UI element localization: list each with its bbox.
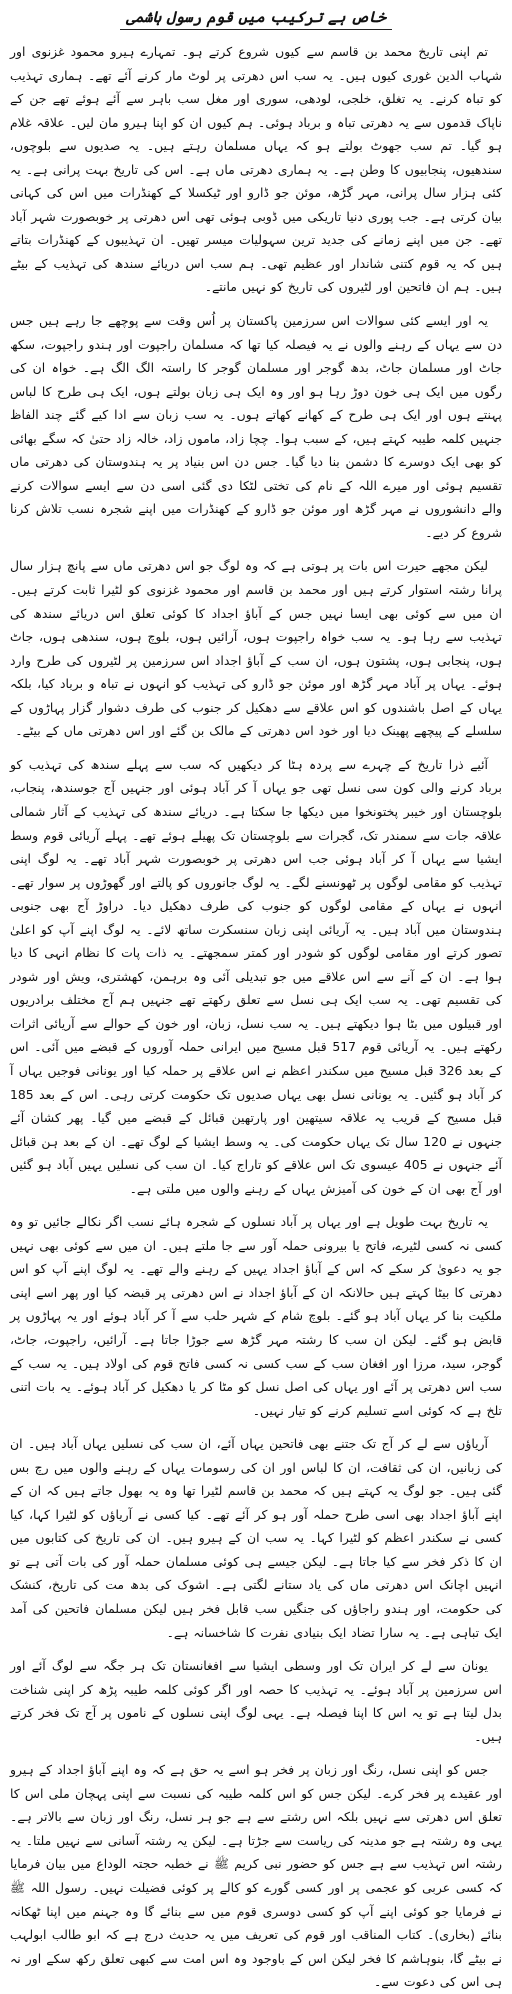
paragraph-6: آریاؤں سے لے کر آج تک جتنے بھی فاتحین یہاں آئے، ان سب کی نسلیں یہاں آباد ہیں۔ ان کی زبانیں، ان کی ثقافت، ان کا لباس اور ان کی رسومات یہاں کے رہنے والوں میں رچ بس گئی ہیں۔ جو لوگ یہ کہتے ہیں کہ محمد بن قاسم لٹیرا تھا وہ یہ بھول جاتے ہیں کہ ان کے اپنے آباؤ اجداد بھی اسی طرح حملہ آور ہو کر آئے تھے۔ کیا کسی نے آریاؤں کو لٹیرا کہا، کیا کسی نے سکندر اعظم کو لٹیرا کہا۔ یہ سب ان کے ہیرو ہیں۔ ان کی تاریخ کی کتابوں میں ان کا ذکر فخر سے کیا جاتا ہے۔ لیکن جیسے ہی کوئی مسلمان حملہ آور کی بات آتی ہے تو انہیں اچانک اس دھرتی ماں کی یاد ستانے لگتی ہے۔ اشوک کی بدھ مت کی تاریخ، کنشک کی حکومت، اور ہندو راجاؤں کی جنگیں سب قابل فخر ہیں لیکن مسلمان فاتحین کی آمد ایک تباہی ہے۔ یہ سارا تضاد ایک بنیادی نفرت کا شاخسانہ ہے۔ bbox=[10, 1436, 502, 1640]
paragraph-4: آئیے ذرا تاریخ کے چہرے سے پردہ ہٹا کر دیکھیں کہ سب سے پہلے سندھ کی تہذیب کو برباد کرنے والی کون سی نسل تھی جو یہاں آ کر آباد ہوئی اور جنہیں آج جوسندھ، پنجاب، بلوچستان اور خیبر پختونخوا میں دیکھا جا سکتا ہے۔ دریائے سندھ کی تہذیب کے آثار شمالی علاقہ جات سے سمندر تک، گجرات سے بلوچستان تک پھیلے ہوئے تھے۔ پہلے آریائی قوم وسط ایشیا سے یہاں آ کر آباد ہوئی جب اس دھرتی پر خوبصورت شہر آباد تھے۔ یہ لوگ اپنی تہذیب کو مقامی لوگوں پر ٹھونسنے لگے۔ یہ لوگ جانوروں کو پالتے اور گھوڑوں پر سوار تھے۔ انہوں نے یہاں کے مقامی لوگوں کو جنوب کی طرف دھکیل دیا۔ دراوڑ آج بھی جنوبی ہندوستان میں آباد ہیں۔ یہ آریائی اپنی زبان سنسکرت ساتھ لائے۔ یہ لوگ اپنے آپ کو اعلیٰ تصور کرتے اور مقامی لوگوں کو شودر اور کمتر سمجھتے۔ یہ ذات پات کا نظام انہی کا دیا ہوا ہے۔ ان کے آنے سے اس علاقے میں جو تبدیلی آئی وہ برہمن، کھشتری، ویش اور شودر کی تقسیم تھی۔ یہ سب ایک ہی نسل سے تعلق رکھتے تھے جنہیں ہم آج مختلف برادریوں اور قبیلوں میں بٹا ہوا دیکھتے ہیں۔ یہ سب نسل، زبان، اور خون کے حوالے سے آریائی اثرات رکھتے ہیں۔ یہ آریائی قوم 517 قبل مسیح میں ایرانی حملہ آوروں کے قبضے میں آئی۔ اس کے بعد 326 قبل مسیح میں سکندر اعظم نے اس علاقے پر حملہ کیا اور یونانی فوجیں یہاں آ کر آباد ہو گئیں۔ یہ یونانی نسل بھی یہاں صدیوں تک حکومت کرتی رہی۔ اس کے بعد 185 قبل مسیح کے قریب یہ علاقہ سیتھین اور پارتھین قبائل کے قبضے میں گیا۔ پھر کشان آئے جنہوں نے 120 سال تک یہاں حکومت کی۔ یہ وسط ایشیا کے لوگ تھے۔ ان کے بعد ہن قبائل آئے جنہوں نے 405 عیسوی تک اس علاقے کو تاراج کیا۔ ان سب کی نسلیں یہیں آباد ہو گئیں اور آج بھی ان کے خون کی آمیزش یہاں کے رہنے والوں میں ملتی ہے۔ bbox=[10, 756, 503, 1196]
title-bar bbox=[10, 4, 502, 34]
paragraph-7: یونان سے لے کر ایران تک اور وسطی ایشیا سے افغانستان تک ہر جگہ سے لوگ آئے اور اس سرزمین پر آباد ہوئے۔ یہ تہذیب کا حصہ اور اگر کوئی کلمہ طیبہ پڑھ کر اپنی شناخت بدل لیتا ہے تو یہ اس کا اپنا فیصلہ ہے۔ یہی لوگ اپنی نسلوں کے ناموں پر آج تک فخر کرتے ہیں۔ bbox=[10, 1658, 502, 1744]
paragraph-5: یہ تاریخ بہت طویل ہے اور یہاں پر آباد نسلوں کے شجرہ ہائے نسب اگر نکالے جائیں تو وہ کسی نہ کسی لٹیرے، فاتح یا بیرونی حملہ آور سے جا ملتے ہیں۔ ان میں سے کوئی بھی نہیں جو یہ دعویٰ کر سکے کہ اس کے آباؤ اجداد یہیں کے رہنے والے تھے۔ یہ لوگ اپنے آپ کو اس دھرتی کا بیٹا کہتے ہیں حالانکہ ان کے آباؤ اجداد نے اس دھرتی پر قبضہ کیا اور پھر اسے اپنی ملکیت بنا کر یہاں آباد ہو گئے۔ بلوچ شام کے شہر حلب سے آ کر آباد ہوئے اور یہ پہاڑوں پر قابض ہو گئے۔ لیکن ان سب کا رشتہ مہر گڑھ سے جوڑا جاتا ہے۔ آرائیں، راجپوت، جاٹ، گوجر، سید، مرزا اور افغان سب کے سب کسی نہ کسی فاتح قوم کی اولاد ہیں۔ یہ سب کے سب اس دھرتی پر آئے اور یہاں کی اصل نسل کو مٹا کر یا دھکیل کر آباد ہوئے۔ یہ بات اتنی تلخ ہے کہ کوئی اسے تسلیم کرنے کو تیار نہیں۔ bbox=[10, 1214, 502, 1418]
column-body bbox=[10, 40, 502, 1994]
paragraph-8: جس کو اپنی نسل، رنگ اور زبان پر فخر ہو اسے یہ حق ہے کہ وہ اپنے آباؤ اجداد کے ہیرو اور عقیدے پر فخر کرے۔ لیکن جس کو اس کلمہ طیبہ کی نسبت سے اپنی پہچان ملی اس کا تعلق اس دھرتی سے نہیں بلکہ اس رشتے سے ہے جو ہر نسل، رنگ اور زبان سے بالاتر ہے۔ یہی وہ رشتہ ہے جو مدینہ کی ریاست سے جڑتا ہے۔ لیکن یہ رشتہ آسانی سے نہیں ملتا۔ یہ رشتہ اس تہذیب سے ہے جس کو حضور نبی کریم ﷺ نے خطبہ حجتہ الوداع میں بیان فرمایا کہ کسی عربی کو عجمی پر اور کسی گورے کو کالے پر کوئی فضیلت نہیں۔ رسول اللہ ﷺ نے فرمایا جو کوئی اپنے آپ کو کسی دوسری قوم میں سے بنائے گا وہ جہنم میں اپنا ٹھکانہ بنائے (بخاری)۔ کتاب المناقب اور قوم کی تعریف میں یہ حدیث درج ہے کہ ابو طالب ابولہب نے بیٹے گا، بنوہاشم کا فخر لیکن اس کے باوجود وہ اس امت سے کبھی تعلق رکھ سکے اور نہ ہی اس کی دعوت سے۔ bbox=[10, 1762, 502, 1990]
paragraph-3: لیکن مجھے حیرت اس بات پر ہوتی ہے کہ وہ لوگ جو اس دھرتی ماں سے پانچ ہزار سال پرانا رشتہ استوار کرتے ہیں اور محمد بن قاسم اور محمود غزنوی کو لٹیرا ثابت کرتے ہیں۔ ان میں سے کوئی بھی ایسا نہیں جس کے آباؤ اجداد کا کوئی تعلق اس دریائے سندھ کی تہذیب سے رہا ہو۔ یہ سب خواہ راجپوت ہوں، آرائیں ہوں، بلوچ ہوں، سندھی ہوں، جاٹ ہوں، پنجابی ہوں، پشتون ہوں، ان سب کے آباؤ اجداد اس سرزمین پر لٹیروں کی طرح وارد ہوئے۔ یہاں پر آباد مہر گڑھ اور موئن جو ڈارو کی تہذیب کو انہوں نے تباہ و برباد کیا، بلکہ یہاں کے اصل باشندوں کو اس علاقے سے دھکیل کر جنوب کی طرف دشوار گزار پہاڑوں کے سلسلے کے پیچھے پھینک دیا اور خود اس دھرتی کے مالک بن گئے اور اس دھرتی ماں کے بیٹے۔ bbox=[10, 558, 502, 739]
paragraph-2: یہ اور ایسے کئی سوالات اس سرزمین پاکستان پر اُس وقت سے پوچھے جا رہے ہیں جس دن سے یہاں کے رہنے والوں نے یہ فیصلہ کیا تھا کہ مسلمان راجپوت اور ہندو راجپوت، سکھ جاٹ اور مسلمان جاٹ، بدھ گوجر اور مسلمان گوجر کا راستہ الگ الگ ہے۔ خواہ ان کی رگوں میں ایک ہی خون دوڑ رہا ہو اور وہ ایک ہی زبان بولتے ہوں، ایک ہی طرح کا لباس پہنتے ہوں اور ایک ہی طرح کے کھانے کھاتے ہوں۔ یہ سب زبان سے ادا کیے گئے چند الفاظ جنہیں کلمہ طیبہ کہتے ہیں، کے سبب ہوا۔ چچا زاد، ماموں زاد، خالہ زاد حتیٰ کہ سگے بھائی کو بھی ایک دوسرے کا دشمن بنا دیا گیا۔ جس دن اس بنیاد پر یہ ہندوستان کی دھرتی ماں تقسیم ہوئی اور میرے اللہ کے نام کی تختی لٹکا دی گئی اسی دن سے ایسے سوالات کرنے والے دانشوروں نے مہر گڑھ اور موئن جو ڈارو کے کھنڈرات میں اپنے شجرہ نسب تلاش کرنا شروع کر دیے۔ bbox=[10, 313, 502, 540]
paragraph-1: تم اپنی تاریخ محمد بن قاسم سے کیوں شروع کرتے ہو۔ تمہارے ہیرو محمود غزنوی اور شہاب الدین غوری کیوں ہیں۔ یہ سب اس دھرتی پر لوٹ مار کرنے آئے تھے۔ ہماری تہذیب کو تباہ کرنے۔ یہ تغلق، خلجی، لودھی، سوری اور مغل سب باہر سے آئے ہوئے تھے جن کے ناپاک قدموں سے یہ دھرتی تباہ و برباد ہوئی۔ ہم کیوں ان کو اپنا ہیرو مان لیں۔ علاقہ غلام ہو گیا۔ تم سب جھوٹ بولتے ہو کہ یہاں مسلمان رہتے ہیں۔ یہ صدیوں سے بلوچوں، سندھیوں، پنجابیوں کا وطن ہے۔ یہ ہماری دھرتی ماں ہے۔ اس کی تاریخ بہت پرانی ہے۔ یہ کئی ہزار سال پرانی، مہر گڑھ، موئن جو ڈارو اور ٹیکسلا کے کھنڈرات میں اس کی کہانی بیان کرتی ہے۔ جب پوری دنیا تاریکی میں ڈوبی ہوئی تھی اس دھرتی پر خوبصورت شہر آباد تھے۔ جن میں اپنے زمانے کی جدید ترین سہولیات میسر تھیں۔ ان تہذیبوں کے کھنڈرات بتاتے ہیں کہ یہ قوم کتنی شاندار اور عظیم تھی۔ ہم سب اس دریائے سندھ کی تہذیب کے بیٹے ہیں۔ ہم ان فاتحین اور لٹیروں کی تاریخ کو نہیں مانتے۔ bbox=[10, 44, 502, 295]
column-title: خاص ہے ترکیب میں قوم رسول ہاشمی bbox=[120, 8, 392, 30]
